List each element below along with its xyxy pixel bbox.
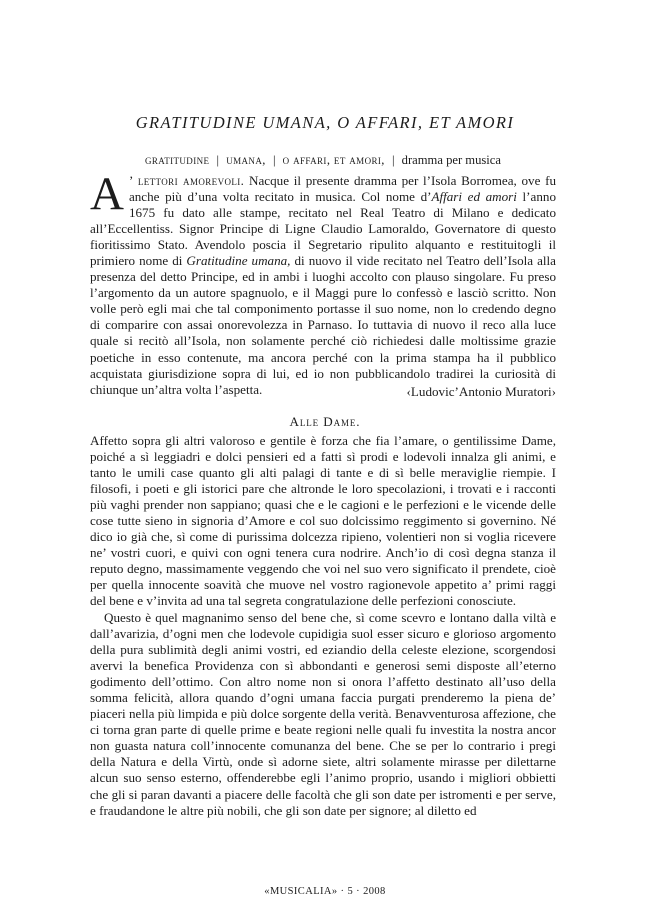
preface-text-a: Nacque il presente dramma per l’Isola Borromea, ove fu anche più d’una volta recitato in musica. Col nome d’ — [128, 173, 557, 205]
subtitle-part-4: dramma per musica — [401, 153, 501, 167]
subtitle-separator: | — [272, 153, 276, 167]
preface-italic-b: Gratitudine umana, — [186, 253, 291, 269]
subtitle-part-3: o affari, et amori, — [282, 153, 385, 167]
preface-text-c: di nuovo il vide recitato nel Teatro dell’Isola alla presenza del detto Principe, ed in ambi i luoghi accolto con plauso singolare. Fu preso l’argomento da un autore spagnuolo, e il Maggi pure lo confessò e lasciò scritto. Non volle però egli mai che tal componimento portasse il suo nome, non lo credendo degno di comparire con assai onorevolezza in Parnaso. Io tuttavia di nuovo il reco alla luce quale si recitò all’Isola, non solamente perché ciò richiedesi dalle moltissime grazie poetiche in esso contenute, ma ancora perché con la prima stampa ha il pubblico acquistata giurisdizione sopra di lui, ed io non pubblicandolo tradirei la curiosità di chiunque un’altra volta l’aspetta. — [90, 253, 556, 397]
page-footer: «MUSICALIA» · 5 · 2008 — [264, 886, 386, 897]
subtitle-part-1: gratitudine — [145, 153, 210, 167]
preface-italic-a: Affari ed amori — [431, 189, 517, 205]
page-title: GRATITUDINE UMANA, O AFFARI, ET AMORI — [135, 113, 515, 132]
preface-paragraph — [90, 168, 557, 398]
subtitle-separator: | — [391, 153, 395, 167]
preface-signature: ‹Ludovic’Antonio Muratori› — [406, 384, 556, 399]
subtitle-line — [90, 153, 556, 168]
subtitle-part-2: umana, — [226, 153, 266, 167]
dedication-paragraph-1: Affetto sopra gli altri valoroso e gentile è forza che fia l’amare, o gentilissime Dame, poiché a sì leggiadri e dolci pensieri ed a fatti sì prodi e lodevoli innalza gli animi, e tanto le umili case quanto gli alti palagi di tante e di sì belle meraviglie riempie. I filosofi, i poeti e gli istorici pare che altronde le loro specolazioni, i trovati e i racconti più vaghi prender non sappiano; quasi che e le cagioni e le perfezioni e le vicende delle cose tutte sieno in signoria d’Amore e col suo dolcissimo reggimento si governino. Né dico io già che, sì come di purissima dolcezza ripieno, volentieri non si voglia ricevere ne’ vostri cuori, e quivi con ogni tenera cura nodrire. Anch’io di così degna stanza il reputo degno, massimamente veggendo che voi nel suo vero significato il prendete, cioè per quella innocente soavità che muove nel vostro ragionevole appetito a’ primi raggi del bene e v’invita ad una tal segreta congratulazione delle perfezioni conosciute. — [90, 433, 556, 609]
subtitle-separator: | — [216, 153, 220, 167]
preface-text-b: l’anno 1675 fu dato alle stampe, recitato nel Real Teatro di Milano e dedicato all’Eccellentiss. Signor Principe di Ligne Claudio Lamoraldo, Governatore di questo fioritissimo Stato. Avendolo poscia il Segretario ripulito alquanto e restituitogli il primiero nome di — [90, 189, 556, 269]
drop-cap: A — [90, 168, 124, 220]
dedication-paragraph-2: Questo è quel magnanimo senso del bene che, sì come scevro e lontano dalla viltà e dall’avarizia, d’ogni men che lodevole cupidigia suol esser sicuro e glorioso argomento della pura sublimità degli animi vostri, ed eziandio della celeste elezione, scorgendosi avervi la benefica Providenza con sì abbondanti e generosi semi disposte all’eterno godimento dell’ottimo. Con altro nome non si onora l’affetto destinato all’uso della somma felicità, allora quando d’ogni umana faccia purgati prenderemo la piena de’ piaceri nella più limpida e più dolce sorgente della verità. Benavventurosa affezione, che ci torna gran parte di quelle prime e beate regioni nelle quali fu investita la nostra ancor non guasta natura coll’innocente comunanza del bene. Che se per lo contrario i pregi della Natura e della Virtù, onde sì adorne siete, altri solamente mirasse per dilettarne alcun suo senso esterno, offenderebbe egli l’animo proprio, usando i migliori obbietti che gli si paran davanti a piacere delle facoltà che gli son date per istromenti e per serve, e fraudandone le altre più nobili, che gli son date per signore; al diletto ed — [90, 610, 556, 818]
section-heading: Alle Dame. — [289, 414, 361, 429]
preface-lead: ’ lettori amorevoli. — [128, 173, 245, 188]
